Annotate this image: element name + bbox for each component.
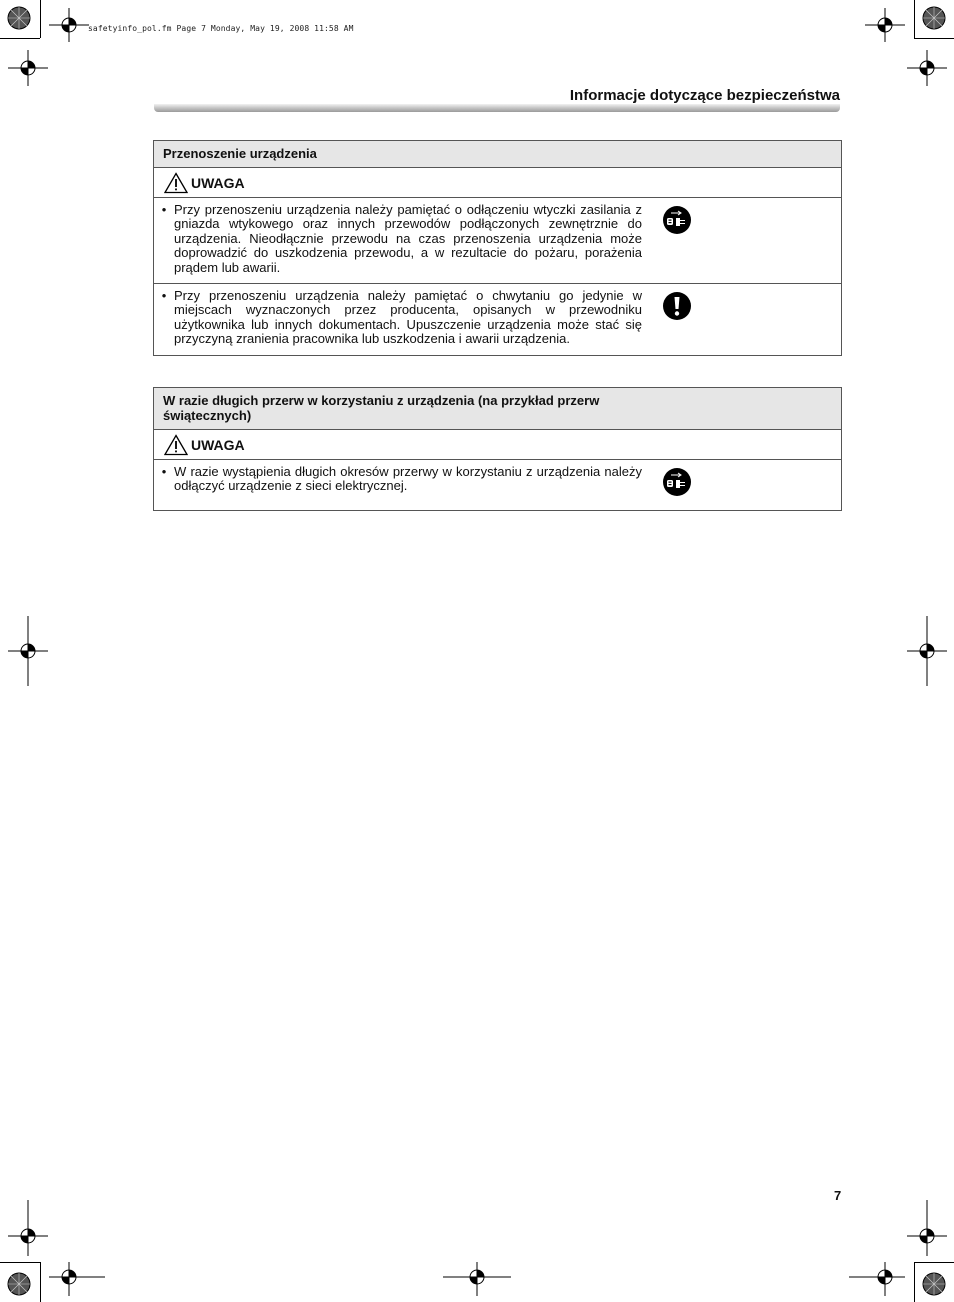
section-title: W razie długich przerw w korzystaniu z urządzenia (na przykład przerw świątecznych) (154, 388, 841, 430)
starburst-registration-icon (0, 1263, 40, 1302)
page-number: 7 (834, 1188, 842, 1203)
section-title: Przenoszenie urządzenia (154, 141, 841, 168)
caution-label: UWAGA (191, 436, 245, 453)
crosshair-registration-icon (849, 1262, 905, 1296)
list-item (154, 198, 841, 284)
starburst-registration-icon (914, 1263, 954, 1302)
caution-row (154, 430, 841, 460)
exclamation-icon (662, 291, 692, 321)
safety-section-long-breaks (153, 387, 842, 511)
crosshair-registration-icon (49, 8, 89, 42)
crosshair-registration-icon (907, 616, 947, 686)
caution-row (154, 168, 841, 198)
crop-mark (40, 1262, 41, 1302)
bullet: • (161, 202, 167, 217)
bullet: • (161, 464, 167, 479)
crosshair-registration-icon (865, 8, 905, 42)
crop-mark (0, 38, 40, 39)
header-rule (154, 104, 840, 112)
item-text: Przy przenoszeniu urządzenia należy pamiętać o odłączeniu wtyczki zasilania z gniazda wtykowego oraz innych przewodów podłączonych zewnętrznie do urządzenia. Nieodłącznie przewodu na czas przenoszenia urządzenia może doprowadzić do uszkodzenia przewodu, a w rezultacie do pożaru, porażenia prądem lub awarii. (174, 202, 642, 275)
warning-triangle-icon (164, 434, 188, 456)
unplug-icon (662, 467, 692, 497)
unplug-icon (662, 205, 692, 235)
file-slug-line: safetyinfo_pol.fm Page 7 Monday, May 19, 2008 11:58 AM (88, 24, 354, 33)
crosshair-registration-icon (443, 1262, 511, 1296)
crop-mark (914, 38, 954, 39)
crosshair-registration-icon (907, 1200, 947, 1256)
crosshair-registration-icon (8, 50, 48, 86)
crop-mark (40, 0, 41, 38)
starburst-registration-icon (914, 0, 954, 38)
list-item (154, 460, 841, 510)
caution-label: UWAGA (191, 174, 245, 191)
crosshair-registration-icon (8, 616, 48, 686)
item-text: Przy przenoszeniu urządzenia należy pamiętać o chwytaniu go jedynie w miejscach wyznaczonych przez producenta, opisanych w przewodniku użytkownika lub innych dokumentach. Upuszczenie urządzenia może stać się przyczyną zranienia pracownika lub uszkodzenia i awarii urządzenia. (174, 288, 642, 347)
page-header-title: Informacje dotyczące bezpieczeństwa (569, 87, 840, 104)
crosshair-registration-icon (907, 50, 947, 86)
warning-triangle-icon (164, 172, 188, 194)
bullet: • (161, 288, 167, 304)
starburst-registration-icon (0, 0, 40, 38)
item-text: W razie wystąpienia długich okresów przerwy w korzystaniu z urządzenia należy odłączyć urządzenie z sieci elektrycznej. (174, 464, 642, 494)
crosshair-registration-icon (8, 1200, 48, 1256)
crosshair-registration-icon (49, 1262, 105, 1296)
list-item (154, 284, 841, 355)
safety-section-moving (153, 140, 842, 356)
